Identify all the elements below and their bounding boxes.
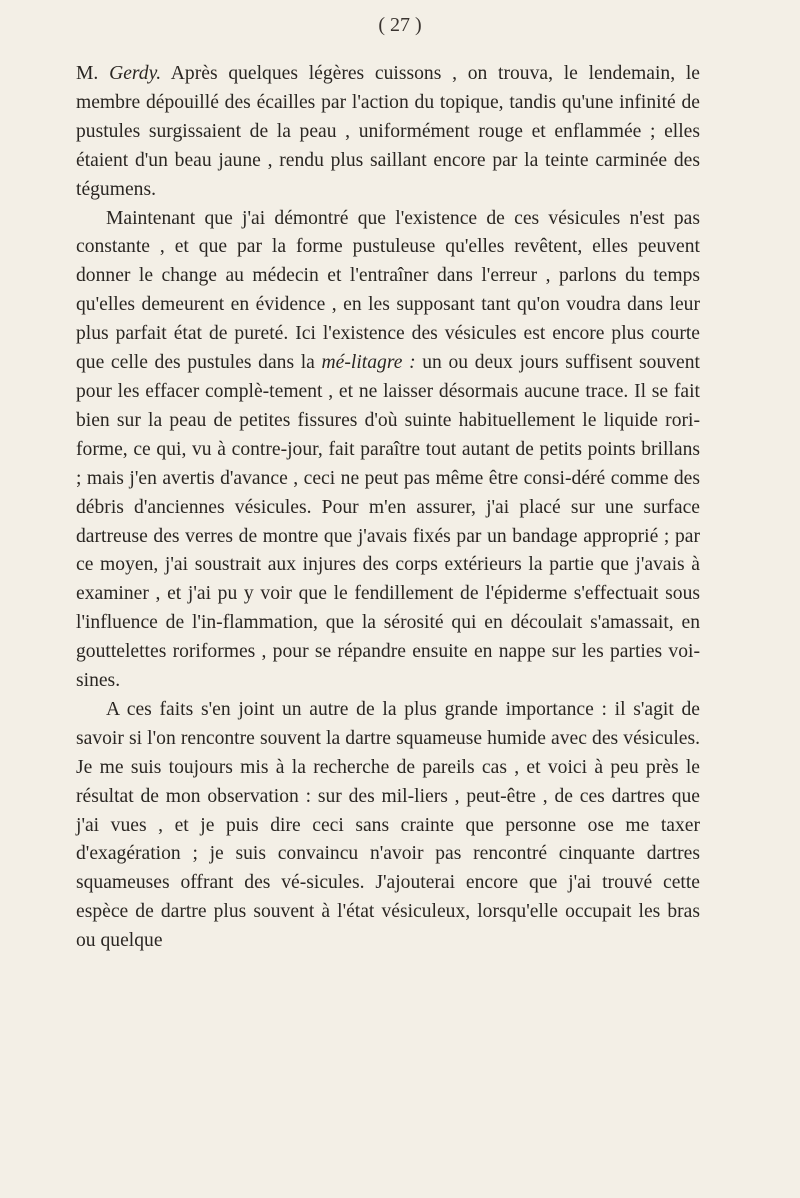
paragraph-1-author-name: Gerdy. <box>109 63 162 84</box>
paragraph-3 <box>76 696 700 956</box>
paragraph-2 <box>76 205 700 696</box>
paragraph-3-segment-1: A ces faits s'en joint un autre de la plus grande importance : il s'agit de savoir si l'on rencontre souvent la dartre squameuse humide avec des vésicules. Je me suis toujours mis à la recherche de pareils cas , et voici à peu près le résultat de mon observation : sur des mil-liers , peut-être , de ces dartres que j'ai vues , et je puis dire ceci sans crainte que personne ose me taxer d'exagération ; je suis convaincu n'avoir pas rencontré cinquante dartres squameuses offrant des vé-sicules. J'ajouterai encore que j'ai trouvé cette espèce de dartre plus souvent à l'état vésiculeux, lorsqu'elle occupait les bras ou quelque <box>76 698 700 952</box>
paragraph-1-segment-3: Après quelques légères cuissons , on trouva, le lendemain, le membre dépouillé des écailles par l'action du topique, tandis qu'une infinité de pustules surgissaient de la peau , uniformément rouge et enflammée ; elles étaient d'un beau jaune , rendu plus saillant encore par la teinte carminée des tégumens. <box>76 63 700 200</box>
paragraph-2-segment-3: un ou deux jours suffisent souvent pour les effacer complè-tement , et ne laisser désormais aucune trace. Il se fait bien sur la peau de petites fissures d'où suinte habituellement le liquide rori-forme, ce qui, vu à contre-jour, fait paraître tout autant de petits points brillans ; mais j'en avertis d'avance , ceci ne peut pas même être consi-déré comme des débris d'anciennes vésicules. Pour m'en assurer, j'ai placé sur une surface dartreuse des verres de montre que j'avais fixés par un bandage approprié ; par ce moyen, j'ai soustrait aux injures des corps extérieurs la partie que j'avais à examiner , et j'ai pu y voir que le fendillement de l'épiderme s'effectuait sous l'influence de l'in-flammation, que la sérosité qui en découlait s'amassait, en gouttelettes roriformes , pour se répandre ensuite en nappe sur les parties voi-sines. <box>76 352 700 692</box>
paragraph-2-term-melitagre: mé-litagre : <box>321 352 416 374</box>
paragraph-1-segment-1: M. <box>76 63 110 84</box>
page-number: ( 27 ) <box>378 14 422 36</box>
paragraph-2-segment-1: Maintenant que j'ai démontré que l'existence de ces vésicules n'est pas constante , et que par la forme pustuleuse qu'elles revêtent, elles peuvent donner le change au médecin et l'entraîner dans l'erreur , parlons du temps qu'elles demeurent en évidence , en les supposant tant qu'on voudra dans leur plus parfait état de pureté. Ici l'existence des vésicules est encore plus courte que celle des pustules dans la <box>76 207 700 374</box>
body-text <box>76 60 700 956</box>
paragraph-1 <box>76 60 700 205</box>
